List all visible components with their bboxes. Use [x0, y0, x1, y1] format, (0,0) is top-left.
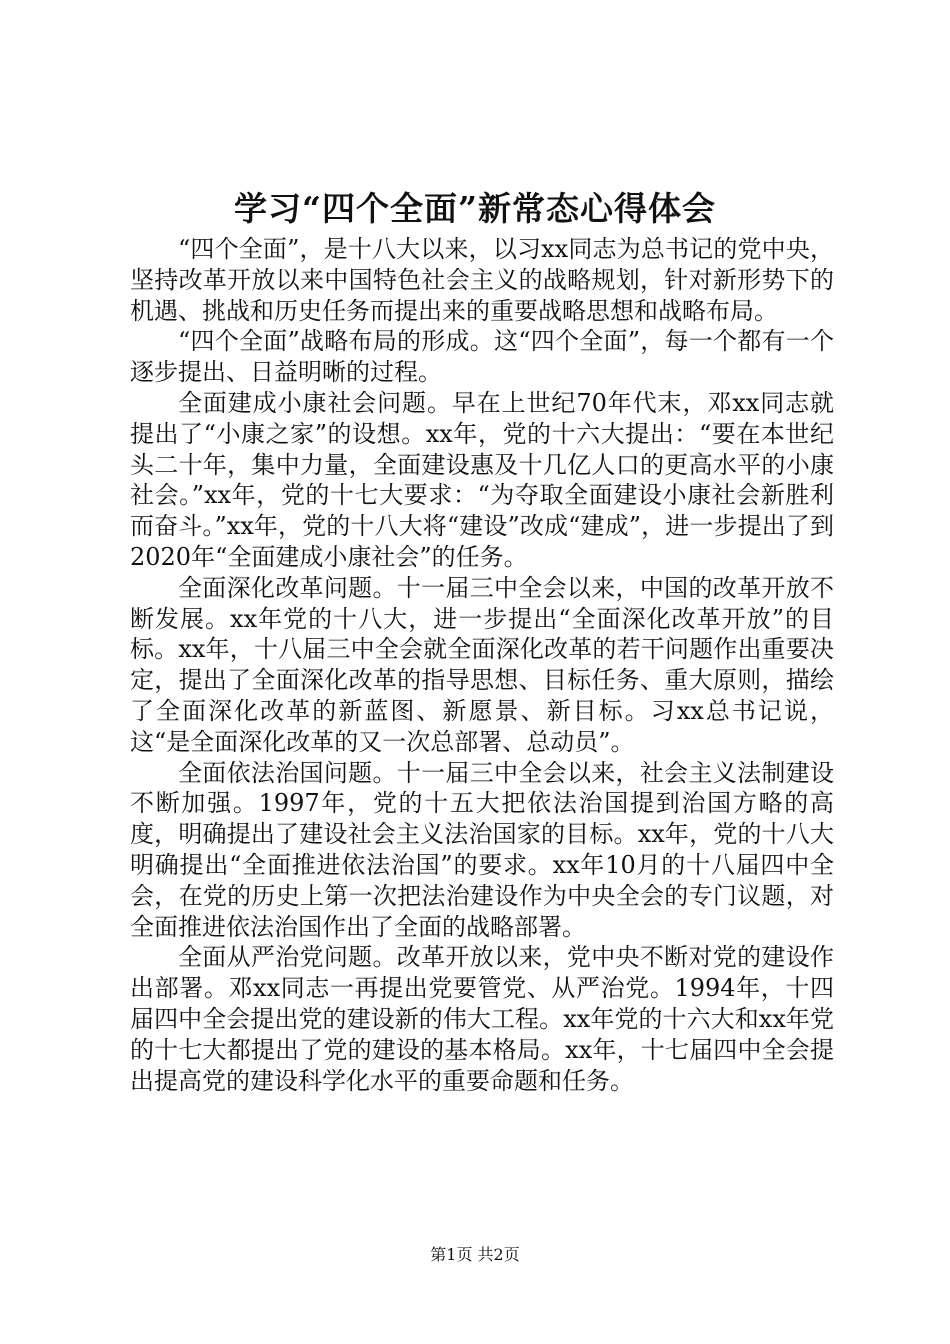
page-number-footer: 第1页 共2页	[430, 1245, 520, 1264]
paragraph-party-discipline: 全面从严治党问题。改革开放以来，党中央不断对党的建设作出部署。邓xx同志一再提出党要管党、从严治党。1994年，十四届四中全会提出党的建设新的伟大工程。xx年党的十六大和xx年党的十七大都提出了党的建设的基本格局。xx年，十七届四中全会提出提高党的建设科学化水平的重要命题和任务。	[130, 943, 834, 1095]
document-body	[130, 234, 834, 1096]
document-title: 学习“四个全面”新常态心得体会	[234, 189, 716, 228]
paragraph-rule-of-law: 全面依法治国问题。十一届三中全会以来，社会主义法制建设不断加强。1997年，党的十五大把依法治国提到治国方略的高度，明确提出了建设社会主义法治国家的目标。xx年，党的十八大明确提出“全面推进依法治国”的要求。xx年10月的十八届四中全会，在党的历史上第一次把法治建设作为中央全会的专门议题，对全面推进依法治国作出了全面的战略部署。	[130, 758, 834, 941]
paragraph-xiaokang: 全面建成小康社会问题。早在上世纪70年代末，邓xx同志就提出了“小康之家”的设想。xx年，党的十六大提出：“要在本世纪头二十年，集中力量，全面建设惠及十几亿人口的更高水平的小康社会。”xx年，党的十七大要求：“为夺取全面建设小康社会新胜利而奋斗。”xx年，党的十八大将“建设”改成“建成”，进一步提出了到2020年“全面建成小康社会”的任务。	[130, 388, 834, 571]
paragraph-formation: “四个全面”战略布局的形成。这“四个全面”，每一个都有一个逐步提出、日益明晰的过程。	[130, 327, 834, 387]
paragraph-reform: 全面深化改革问题。十一届三中全会以来，中国的改革开放不断发展。xx年党的十八大，进一步提出“全面深化改革开放”的目标。xx年，十八届三中全会就全面深化改革的若干问题作出重要决定，提出了全面深化改革的指导思想、目标任务、重大原则，描绘了全面深化改革的新蓝图、新愿景、新目标。习xx总书记说，这“是全面深化改革的又一次总部署、总动员”。	[130, 573, 834, 756]
paragraph-intro: “四个全面”，是十八大以来，以习xx同志为总书记的党中央，坚持改革开放以来中国特色社会主义的战略规划，针对新形势下的机遇、挑战和历史任务而提出来的重要战略思想和战略布局。	[130, 235, 834, 325]
